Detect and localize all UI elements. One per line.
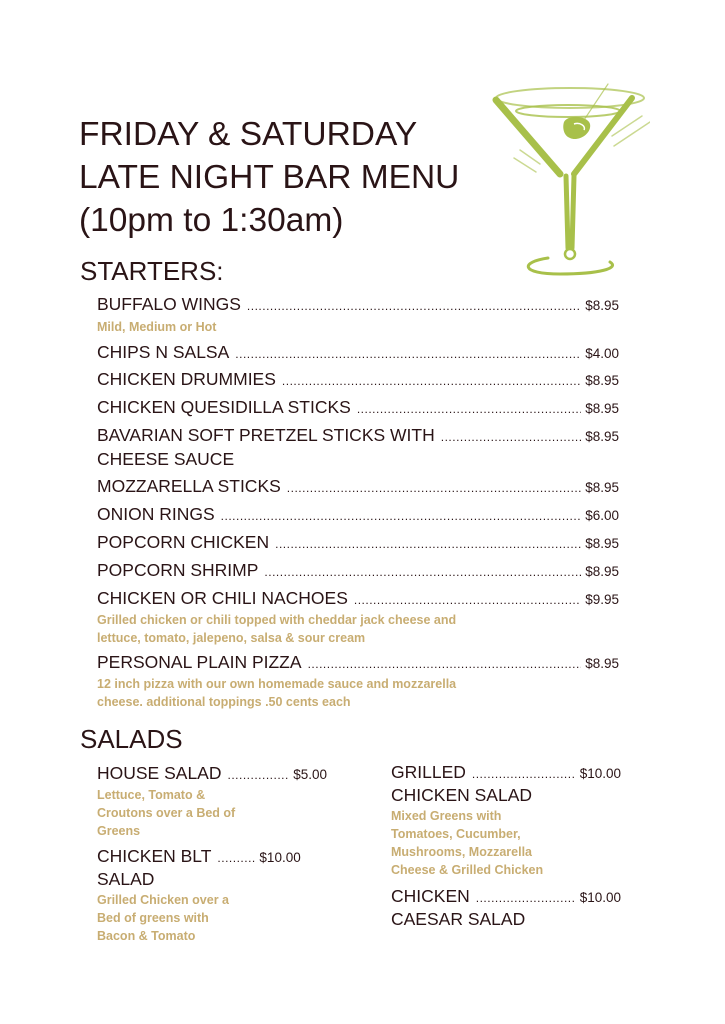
martini-glass-icon: [490, 78, 650, 283]
item-name: CHICKEN QUESIDILLA STICKS: [97, 397, 351, 417]
menu-item-house-salad: [97, 763, 327, 784]
item-name: GRILLED: [391, 762, 466, 782]
menu-item-personal-plain-pizza: [97, 652, 619, 673]
dot-leader: [476, 891, 576, 905]
dot-leader: [441, 430, 581, 444]
menu-item-chips-n-salsa: [97, 342, 619, 363]
item-description-line-1: Lettuce, Tomato &: [97, 788, 206, 802]
item-price: $8.95: [585, 480, 619, 495]
item-name: POPCORN CHICKEN: [97, 532, 270, 552]
item-description-line-1: 12 inch pizza with our own homemade sauce and mozzarella: [97, 677, 457, 691]
item-description-line-2: Croutons over a Bed of: [97, 806, 236, 820]
dot-leader: [264, 565, 581, 579]
menu-item-grilled-chicken-salad: [391, 762, 621, 783]
item-name: CHICKEN DRUMMIES: [97, 369, 276, 389]
item-name: ONION RINGS: [97, 504, 215, 524]
title-line-days: FRIDAY & SATURDAY: [79, 116, 418, 153]
dot-leader: [308, 657, 582, 671]
menu-item-chicken-or-chili-nachoes: [97, 588, 619, 609]
item-price: $8.95: [585, 429, 619, 444]
item-description-line-3: Bacon & Tomato: [97, 929, 196, 943]
item-description-line-2: cheese. additional toppings .50 cents each: [97, 695, 351, 709]
item-name-continuation: SALAD: [97, 869, 155, 889]
item-price: $8.95: [585, 298, 619, 313]
menu-item-chicken-quesidilla-sticks: [97, 397, 619, 418]
item-price: $10.00: [579, 766, 621, 781]
menu-item-onion-rings: [97, 504, 619, 525]
item-name: PERSONAL PLAIN PIZZA: [97, 652, 302, 672]
menu-item-chicken-drummies: [97, 369, 619, 390]
item-name-continuation: CHICKEN SALAD: [391, 785, 533, 805]
item-price: $8.95: [585, 564, 619, 579]
dot-leader: [221, 509, 582, 523]
dot-leader: [275, 537, 581, 551]
menu-item-popcorn-shrimp: [97, 560, 619, 581]
item-name: CHICKEN BLT: [97, 846, 212, 866]
starters-heading: STARTERS:: [80, 256, 224, 286]
menu-item-bavarian-pretzel-sticks: [97, 425, 619, 446]
menu-item-popcorn-chicken: [97, 532, 619, 553]
item-price: $10.00: [259, 850, 301, 865]
item-name: CHICKEN: [391, 886, 470, 906]
dot-leader: [217, 851, 255, 865]
item-name: HOUSE SALAD: [97, 763, 222, 783]
item-name: MOZZARELLA STICKS: [97, 476, 281, 496]
item-description-line-2: lettuce, tomato, jalepeno, salsa & sour cream: [97, 631, 366, 645]
dot-leader: [247, 299, 581, 313]
item-price: $8.95: [585, 401, 619, 416]
item-name-continuation: CHEESE SAUCE: [97, 449, 235, 469]
item-description-line-3: Mushrooms, Mozzarella: [391, 845, 532, 859]
dot-leader: [282, 374, 581, 388]
item-description-line-1: Grilled chicken or chili topped with cheddar jack cheese and: [97, 613, 457, 627]
item-price: $8.95: [585, 656, 619, 671]
salads-heading: SALADS: [80, 724, 183, 754]
item-price: $5.00: [293, 767, 327, 782]
menu-item-chicken-blt-salad: [97, 846, 327, 867]
menu-title: [79, 113, 459, 242]
item-name-continuation: CAESAR SALAD: [391, 909, 526, 929]
item-name: CHIPS N SALSA: [97, 342, 230, 362]
dot-leader: [357, 402, 581, 416]
dot-leader: [235, 347, 581, 361]
item-description-line-2: Bed of greens with: [97, 911, 209, 925]
item-price: $8.95: [585, 373, 619, 388]
item-name: CHICKEN OR CHILI NACHOES: [97, 588, 348, 608]
item-price: $10.00: [579, 890, 621, 905]
menu-item-chicken-caesar-salad: [391, 886, 621, 907]
item-name: POPCORN SHRIMP: [97, 560, 259, 580]
item-name: BUFFALO WINGS: [97, 294, 241, 314]
item-description-line-1: Mixed Greens with: [391, 809, 502, 823]
dot-leader: [472, 767, 576, 781]
item-name: BAVARIAN SOFT PRETZEL STICKS WITH: [97, 425, 435, 445]
item-price: $4.00: [585, 346, 619, 361]
item-description-line-4: Cheese & Grilled Chicken: [391, 863, 544, 877]
item-description-line-2: Tomatoes, Cucumber,: [391, 827, 521, 841]
dot-leader: [287, 481, 581, 495]
dot-leader: [227, 768, 289, 782]
item-description-line-3: Greens: [97, 824, 141, 838]
title-line-menu-name: LATE NIGHT BAR MENU: [79, 159, 460, 196]
menu-item-mozzarella-sticks: [97, 476, 619, 497]
item-description: Mild, Medium or Hot: [97, 320, 217, 334]
menu-item-buffalo-wings: [97, 294, 619, 315]
item-price: $8.95: [585, 536, 619, 551]
item-description-line-1: Grilled Chicken over a: [97, 893, 229, 907]
item-price: $6.00: [585, 508, 619, 523]
title-line-hours: (10pm to 1:30am): [79, 202, 344, 239]
dot-leader: [354, 593, 581, 607]
item-price: $9.95: [585, 592, 619, 607]
